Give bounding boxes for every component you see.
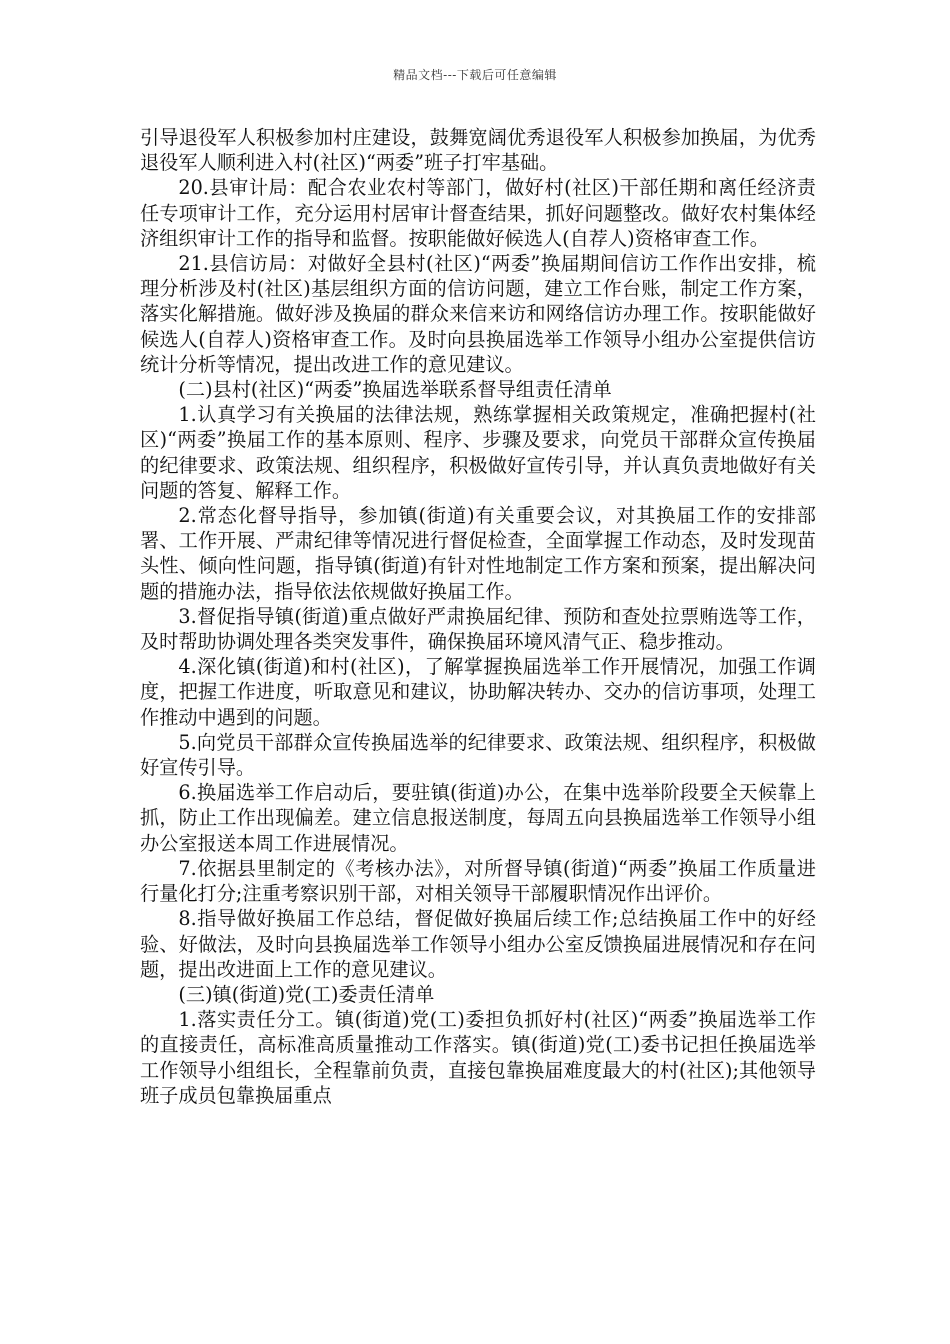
paragraph-2: 21.县信访局：对做好全县村(社区)“两委”换届期间信访工作作出安排，梳理分析涉及村(社区)基层组织方面的信访问题，建立工作台账，制定工作方案，落实化解措施。做好涉及换届的群众来信来访和网络信访办理工作。按职能做好候选人(自荐人)资格审查工作。及时向县换届选举工作领导小组办公室提供信访统计分析等情况，提出改进工作的意见建议。	[140, 252, 816, 376]
paragraph-9: 6.换届选举工作启动后，要驻镇(街道)办公，在集中选举阶段要全天候靠上抓，防止工作出现偏差。建立信息报送制度，每周五向县换届选举工作领导小组办公室报送本周工作进展情况。	[140, 781, 816, 855]
paragraph-7: 4.深化镇(街道)和村(社区)，了解掌握换届选举工作开展情况，加强工作调度，把握工作进度，听取意见和建议，协助解决转办、交办的信访事项，处理工作推动中遇到的问题。	[140, 655, 816, 729]
paragraph-4: 1.认真学习有关换届的法律法规，熟练掌握相关政策规定，准确把握村(社区)“两委”换届工作的基本原则、程序、步骤及要求，向党员干部群众宣传换届的纪律要求、政策法规、组织程序，积极做好宣传引导，并认真负责地做好有关问题的答复、解释工作。	[140, 403, 816, 502]
paragraph-0: 引导退役军人积极参加村庄建设，鼓舞宽阔优秀退役军人积极参加换届，为优秀退役军人顺利进入村(社区)“两委”班子打牢基础。	[140, 126, 816, 175]
paragraph-1: 20.县审计局：配合农业农村等部门，做好村(社区)干部任期和离任经济责任专项审计工作，充分运用村居审计督查结果，抓好问题整改。做好农村集体经济组织审计工作的指导和监督。按职能做好候选人(自荐人)资格审查工作。	[140, 176, 816, 250]
paragraph-6: 3.督促指导镇(街道)重点做好严肃换届纪律、预防和查处拉票贿选等工作，及时帮助协调处理各类突发事件，确保换届环境风清气正、稳步推动。	[140, 604, 816, 654]
paragraph-8: 5.向党员干部群众宣传换届选举的纪律要求、政策法规、组织程序，积极做好宣传引导。	[140, 730, 816, 780]
paragraph-11: 8.指导做好换届工作总结，督促做好换届后续工作;总结换届工作中的好经验、好做法，及时向县换届选举工作领导小组办公室反馈换届进展情况和存在问题，提出改进面上工作的意见建议。	[140, 907, 816, 981]
paragraph-10: 7.依据县里制定的《考核办法》，对所督导镇(街道)“两委”换届工作质量进行量化打分;注重考察识别干部，对相关领导干部履职情况作出评价。	[140, 856, 816, 906]
section-heading-2: (二)县村(社区)“两委”换届选举联系督导组责任清单	[178, 378, 612, 402]
paragraph-5: 2.常态化督导指导，参加镇(街道)有关重要会议，对其换届工作的安排部署、工作开展、严肃纪律等情况进行督促检查，全面掌握工作动态，及时发现苗头性、倾向性问题，指导镇(街道)有针对性地制定工作方案和预案，提出解决问题的措施办法，指导依法依规做好换届工作。	[140, 504, 816, 603]
page-header: 精品文档---下载后可任意编辑	[393, 68, 557, 82]
document-body	[140, 125, 816, 1108]
section-heading-3: (三)镇(街道)党(工)委责任清单	[178, 982, 435, 1006]
paragraph-13: 1.落实责任分工。镇(街道)党(工)委担负抓好村(社区)“两委”换届选举工作的直接责任，高标准高质量推动工作落实。镇(街道)党(工)委书记担任换届选举工作领导小组组长，全程靠前负责，直接包靠换届难度最大的村(社区);其他领导班子成员包靠换届重点	[140, 1008, 816, 1107]
